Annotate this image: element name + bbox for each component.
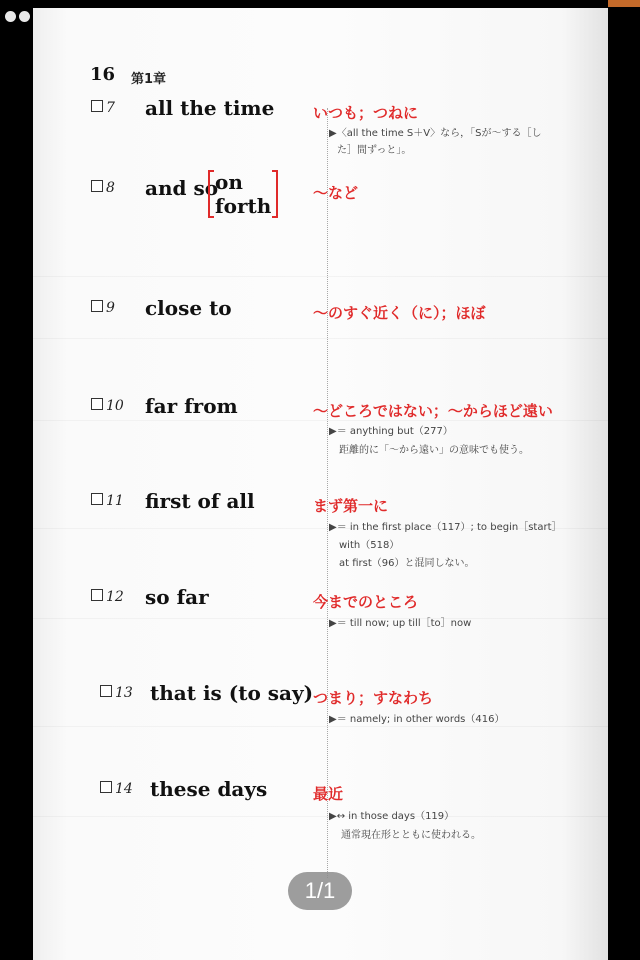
checkbox-icon[interactable] [91,493,103,505]
chapter-label: 第1章 [131,72,167,87]
option-on: on [215,170,243,194]
checkbox-icon[interactable] [91,398,103,410]
entry-phrase: all the time [145,96,275,120]
entry-note: 距離的に「～から遠い」の意味でも使う。 [339,445,529,456]
entry-number: 7 [106,100,115,116]
entry-note: ▶＝ namely; in other words（416） [329,714,505,725]
option-bracket [208,170,278,218]
entry-note: た］間ずっと」。 [337,145,412,156]
entry-number: 14 [115,781,133,797]
entry-meaning: 今までのところ [313,593,419,611]
entry-note: 通常現在形とともに使われる。 [341,830,481,841]
photo-page [33,8,608,960]
entry-meaning: まず第一に [313,497,389,515]
checkbox-icon[interactable] [100,781,112,793]
page-number: 16 [90,64,116,85]
edge-strip [608,0,640,7]
entry-phrase: first of all [145,489,255,513]
entry-meaning: ～など [313,184,359,202]
list-item [33,170,608,256]
entry-meaning: 最近 [313,785,344,803]
entry-phrase: these days [150,777,268,801]
list-item [33,96,608,176]
entry-note: at first（96）と混同しない。 [339,558,475,569]
checkbox-icon[interactable] [100,685,112,697]
entry-note: ▶＝ till now; up till［to］now [329,618,472,629]
entry-number: 9 [106,300,115,316]
entry-phrase: so far [145,585,209,609]
entry-number: 8 [106,180,115,196]
entry-phrase: that is (to say) [150,681,314,705]
list-item [33,394,608,474]
entry-phrase: close to [145,296,232,320]
entry-meaning: ～のすぐ近く（に）；ほぼ [313,304,486,322]
entry-note: ▶↔ in those days（119） [329,811,455,822]
checkbox-icon[interactable] [91,180,103,192]
checkbox-icon[interactable] [91,100,103,112]
list-item [33,681,608,761]
entry-number: 12 [106,589,124,605]
entry-phrase: and so [145,176,219,200]
list-item [33,777,608,857]
option-forth: forth [215,194,272,218]
page-indicator: 1/1 [288,872,352,910]
entry-number: 13 [115,685,133,701]
entry-meaning: ～どころではない；～からほど遠い [313,402,553,420]
page-dot-icon [19,11,30,22]
entry-note: with（518） [339,540,400,551]
entry-note: ▶＝ anything but（277） [329,426,453,437]
checkbox-icon[interactable] [91,589,103,601]
list-item [33,296,608,376]
entry-number: 11 [106,493,124,509]
entry-phrase: far from [145,394,238,418]
list-item [33,585,608,665]
entry-note: ▶〈all the time S＋V〉なら，「Sが～する［し [329,128,542,139]
entry-number: 10 [106,398,124,414]
list-item [33,489,608,569]
entry-meaning: つまり；すなわち [313,689,434,707]
entry-meaning: いつも；つねに [313,104,419,122]
checkbox-icon[interactable] [91,300,103,312]
entry-note: ▶＝ in the first place（117）; to begin［start］ [329,522,562,533]
page-dot-icon [5,11,16,22]
